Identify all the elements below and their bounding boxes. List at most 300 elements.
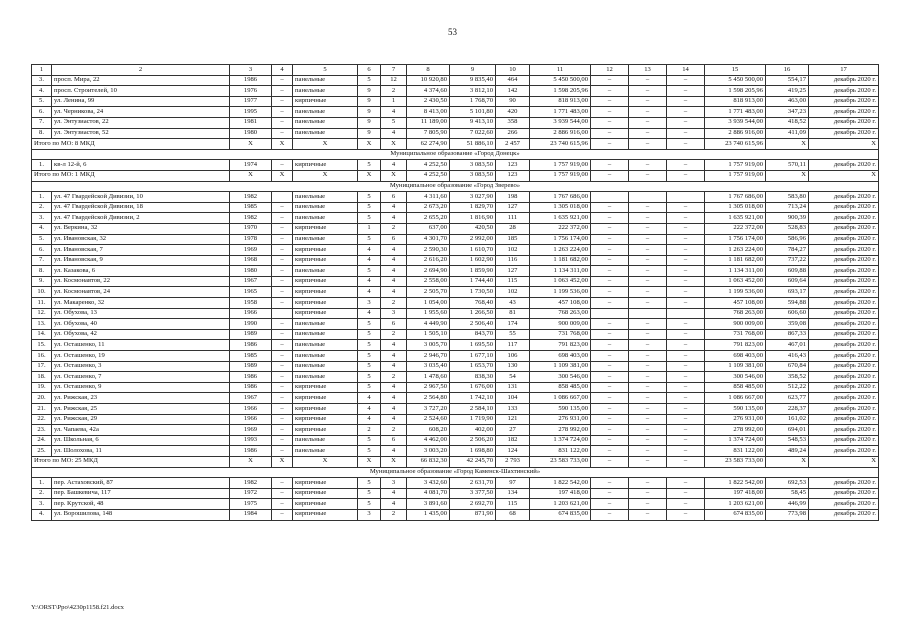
table-cell: – [591,298,629,309]
table-cell: пер. Астаховский, 87 [52,478,230,489]
table-cell: панельные [293,213,358,224]
table-cell: – [629,456,667,467]
table-cell: – [591,139,629,150]
table-cell: 66 832,30 [407,456,450,467]
table-cell [272,192,293,203]
table-cell: кирпичные [293,382,358,393]
table-cell: панельные [293,329,358,340]
table-cell: ул. Обухова, 13 [52,308,230,319]
table-cell: X [230,139,272,150]
table-cell: декабрь 2020 г. [809,425,879,436]
table-cell: декабрь 2020 г. [809,255,879,266]
table-cell: 1976 [230,86,272,97]
table-cell: ул. 47 Гвардейской Дивизии, 18 [52,202,230,213]
table-cell: 402,00 [450,425,496,436]
table-cell: 4 081,70 [407,488,450,499]
table-cell: 4 [381,202,407,213]
table-cell: 3 939 544,00 [530,117,591,128]
table-cell: 1977 [230,96,272,107]
table-cell: – [629,414,667,425]
table-cell: панельные [293,75,358,86]
table-cell: кирпичные [293,509,358,520]
table-row [32,446,879,457]
table-cell: – [272,117,293,128]
table-cell: 594,88 [766,298,809,309]
table-cell: 2 946,70 [407,351,450,362]
table-cell: – [272,86,293,97]
table-cell: 4 [358,404,381,415]
table-cell: 1 199 536,00 [705,287,766,298]
table-cell: – [629,404,667,415]
table-cell: 358 [496,117,530,128]
table-cell: – [272,393,293,404]
table-cell: 2 506,40 [450,319,496,330]
table-cell: 2 430,50 [407,96,450,107]
table-cell: – [272,128,293,139]
table-cell: 2 506,20 [450,435,496,446]
table-cell: 768 263,00 [705,308,766,319]
table-cell: панельные [293,234,358,245]
table-cell: 2 457 [496,139,530,150]
table-cell: 858 485,00 [705,382,766,393]
table-cell: 3 891,60 [407,499,450,510]
table-cell: X [293,170,358,181]
table-cell: 5 [358,160,381,171]
table-cell: – [667,478,705,489]
table-row [32,276,879,287]
table-cell: 1 435,00 [407,509,450,520]
table-cell: просп. Мира, 22 [52,75,230,86]
table-cell: X [381,456,407,467]
table-cell: 25. [32,446,52,457]
table-cell: – [272,414,293,425]
table-row [32,213,879,224]
table-cell: 2 967,50 [407,382,450,393]
table-cell: 1981 [230,117,272,128]
table-cell: 512,22 [766,382,809,393]
table-cell: 5 [358,351,381,362]
table-cell: 97 [496,478,530,489]
table-cell: 1 610,70 [450,245,496,256]
table-cell: 4. [32,509,52,520]
table-cell [591,308,629,319]
table-cell: 1989 [230,329,272,340]
table-cell: 111 [496,213,530,224]
table-cell: 23. [32,425,52,436]
table-row [32,287,879,298]
table-cell: – [629,478,667,489]
table-row [32,298,879,309]
table-cell: 5 [358,382,381,393]
table-cell: 4 301,70 [407,234,450,245]
table-cell: – [629,393,667,404]
table-cell: 54 [496,372,530,383]
table-cell: – [667,213,705,224]
table-cell: 115 [496,499,530,510]
table-cell: 2 616,20 [407,255,450,266]
table-cell: – [272,446,293,457]
table-cell: 4 [381,266,407,277]
table-cell: 4 374,60 [407,86,450,97]
table-cell: 9. [32,276,52,287]
municipality-section-row [32,467,879,478]
table-cell: 104 [496,393,530,404]
table-cell: X [766,456,809,467]
table-cell: 1982 [230,192,272,203]
table-cell: 9 [358,128,381,139]
table-cell: 17. [32,361,52,372]
table-cell: 7. [32,255,52,266]
table-cell: 4 [381,287,407,298]
table-cell: X [381,139,407,150]
table-cell: 4 [381,245,407,256]
table-cell: 4 311,60 [407,192,450,203]
table-cell: 12 [381,75,407,86]
table-cell: 42 245,70 [450,456,496,467]
table-cell: – [629,202,667,213]
table-cell: – [591,372,629,383]
table-row [32,117,879,128]
table-cell: панельные [293,319,358,330]
table-cell: – [629,319,667,330]
table-cell: – [591,361,629,372]
table-cell: кирпичные [293,96,358,107]
column-number-header: 9 [450,65,496,76]
table-cell: 4 [381,351,407,362]
table-cell: ул. Рижская, 25 [52,404,230,415]
table-cell: 2 793 [496,456,530,467]
table-row [32,128,879,139]
section-title: Муниципальное образование «Город Донецк» [32,149,879,160]
table-cell: – [272,499,293,510]
table-cell: – [272,213,293,224]
table-cell: ул. Космонавтов, 22 [52,276,230,287]
table-cell: панельные [293,86,358,97]
table-cell: X [358,170,381,181]
table-cell: – [591,488,629,499]
table-cell: 6 [381,319,407,330]
table-cell: 2 [381,86,407,97]
table-cell: 2 992,00 [450,234,496,245]
table-cell: 692,53 [766,478,809,489]
table-cell: 583,80 [766,192,809,203]
table-cell: – [629,425,667,436]
table-cell: 2 524,60 [407,414,450,425]
table-cell: кирпичные [293,160,358,171]
table-cell: – [272,255,293,266]
table-cell: 134 [496,488,530,499]
table-cell: 554,17 [766,75,809,86]
table-cell: – [272,75,293,86]
table-cell: декабрь 2020 г. [809,509,879,520]
total-row [32,139,879,150]
table-cell: панельные [293,372,358,383]
table-cell: – [629,86,667,97]
table-cell: ул. Осташенко, 11 [52,340,230,351]
table-cell: 1 598 205,96 [530,86,591,97]
table-cell: 24. [32,435,52,446]
table-cell: 21. [32,404,52,415]
table-cell: 174 [496,319,530,330]
table-cell: – [629,117,667,128]
column-number-header: 14 [667,65,705,76]
table-cell: 1 822 542,00 [530,478,591,489]
table-cell: 731 768,00 [530,329,591,340]
table-cell: 1. [32,478,52,489]
table-cell: – [272,329,293,340]
table-cell: 5 [358,192,381,203]
table-cell: – [667,435,705,446]
table-cell: 1 859,90 [450,266,496,277]
table-cell: 51 886,10 [450,139,496,150]
table-cell: 278 992,00 [705,425,766,436]
table-cell: 5 [358,488,381,499]
table-cell: 867,33 [766,329,809,340]
table-cell: – [667,128,705,139]
table-cell: 1 744,40 [450,276,496,287]
table-cell: 670,84 [766,361,809,372]
table-cell: 115 [496,276,530,287]
table-cell: – [667,117,705,128]
table-cell: – [591,276,629,287]
table-row [32,107,879,118]
table-cell: 674 835,00 [705,509,766,520]
table-cell: декабрь 2020 г. [809,351,879,362]
table-cell: – [272,245,293,256]
table-cell: 5 [358,75,381,86]
table-cell: 1965 [230,287,272,298]
table-cell: 1982 [230,478,272,489]
table-cell: 693,17 [766,287,809,298]
table-cell: – [591,96,629,107]
total-label: Итого по МО: 8 МКД [32,139,230,150]
table-cell: 5 [358,372,381,383]
table-cell: 1 653,70 [450,361,496,372]
table-row [32,509,879,520]
table-cell: 28 [496,223,530,234]
table-cell: 1 695,50 [450,340,496,351]
table-cell: 5. [32,96,52,107]
table-cell: 6 [381,192,407,203]
table-cell: X [358,456,381,467]
table-cell: 3 [358,298,381,309]
table-cell: 1 199 536,00 [530,287,591,298]
table-cell: – [629,245,667,256]
table-cell: 6 [381,435,407,446]
table-cell: 1 203 621,00 [705,499,766,510]
table-cell: – [591,86,629,97]
table-cell: ул. Рижская, 23 [52,393,230,404]
table-cell: – [591,245,629,256]
table-cell: 121 [496,414,530,425]
table-cell: 4 [381,382,407,393]
table-cell: 3 812,10 [450,86,496,97]
table-cell: 791 823,00 [530,340,591,351]
table-cell: 590 135,00 [530,404,591,415]
table-cell: панельные [293,361,358,372]
table-cell: 1995 [230,107,272,118]
table-cell: панельные [293,192,358,203]
table-cell: 6 [381,234,407,245]
table-cell: декабрь 2020 г. [809,488,879,499]
table-cell: – [591,446,629,457]
table-cell: – [272,340,293,351]
table-cell: 606,60 [766,308,809,319]
table-cell: 1 181 682,00 [530,255,591,266]
table-cell: 3 432,60 [407,478,450,489]
table-cell: 55 [496,329,530,340]
table-cell: кирпичные [293,414,358,425]
table-cell: 4 [381,393,407,404]
table-cell: 359,08 [766,319,809,330]
table-cell: – [591,509,629,520]
table-cell: декабрь 2020 г. [809,192,879,203]
table-cell: декабрь 2020 г. [809,308,879,319]
column-number-header: 1 [32,65,52,76]
table-cell: 5 [358,499,381,510]
table-cell: ул. Обухова, 40 [52,319,230,330]
table-cell: – [667,245,705,256]
table-cell: 1 767 686,00 [530,192,591,203]
table-cell: 1 374 724,00 [705,435,766,446]
table-cell: 4 [358,276,381,287]
table-cell: 1. [32,160,52,171]
table-cell: декабрь 2020 г. [809,276,879,287]
table-cell: 420 [496,107,530,118]
table-cell: декабрь 2020 г. [809,329,879,340]
table-cell: 4 [381,361,407,372]
table-cell: – [629,96,667,107]
table-cell: 528,83 [766,223,809,234]
table-cell: 1966 [230,404,272,415]
table-cell: 694,01 [766,425,809,436]
table-cell: 278 992,00 [530,425,591,436]
table-cell: 1 677,10 [450,351,496,362]
table-cell: – [272,298,293,309]
table-cell: 2 886 916,00 [705,128,766,139]
register-table [31,64,879,521]
table-cell: – [591,160,629,171]
table-cell: 1 771 483,00 [530,107,591,118]
table-cell: 457 108,00 [530,298,591,309]
table-cell: X [230,170,272,181]
table-cell: 2. [32,202,52,213]
table-row [32,372,879,383]
table-cell: 2 673,20 [407,202,450,213]
table-cell: 18. [32,372,52,383]
table-cell: 2 564,80 [407,393,450,404]
table-cell: 4 462,00 [407,435,450,446]
table-cell: декабрь 2020 г. [809,223,879,234]
table-cell: – [667,202,705,213]
table-cell: – [272,266,293,277]
column-number-header: 5 [293,65,358,76]
table-cell: 1985 [230,202,272,213]
table-cell: – [591,329,629,340]
table-cell: 4 [358,287,381,298]
table-cell: – [629,340,667,351]
table-cell: 2 [381,425,407,436]
table-cell [629,192,667,203]
municipality-section-row [32,149,879,160]
table-row [32,75,879,86]
table-cell: 1 086 667,00 [705,393,766,404]
table-cell: 1993 [230,435,272,446]
table-cell: – [667,139,705,150]
table-cell: декабрь 2020 г. [809,266,879,277]
table-cell: 416,43 [766,351,809,362]
table-cell: ул. Ворошилова, 148 [52,509,230,520]
table-cell: – [591,319,629,330]
table-cell: – [629,361,667,372]
table-cell: 609,64 [766,276,809,287]
table-cell: 1980 [230,128,272,139]
table-cell: 637,00 [407,223,450,234]
table-cell: 713,24 [766,202,809,213]
table-row [32,329,879,340]
table-cell: – [629,160,667,171]
table-cell: – [667,86,705,97]
table-cell: – [591,202,629,213]
column-number-header: 8 [407,65,450,76]
table-cell: 197 418,00 [530,488,591,499]
table-cell: 1972 [230,488,272,499]
table-cell: 10 920,80 [407,75,450,86]
table-cell: 1 [381,96,407,107]
table-cell: ул. Осташенко, 3 [52,361,230,372]
total-row [32,170,879,181]
table-cell: 1969 [230,425,272,436]
table-cell: 5 [358,329,381,340]
table-cell: 4 [381,404,407,415]
table-cell: 2 [381,509,407,520]
table-cell: – [629,139,667,150]
table-cell: кв-л 12-й, 6 [52,160,230,171]
table-cell: 1986 [230,340,272,351]
table-cell: 6. [32,245,52,256]
table-cell: декабрь 2020 г. [809,499,879,510]
table-cell: 1 698,80 [450,446,496,457]
table-cell: 43 [496,298,530,309]
table-cell: 1 602,90 [450,255,496,266]
table-cell: 58,45 [766,488,809,499]
table-cell: 3. [32,213,52,224]
table-cell: 9 [358,107,381,118]
table-cell: пер. Крутской, 48 [52,499,230,510]
table-cell: 23 740 615,96 [705,139,766,150]
table-cell: 4. [32,223,52,234]
table-cell: 124 [496,446,530,457]
table-cell: 16. [32,351,52,362]
table-cell: панельные [293,107,358,118]
table-cell: 1984 [230,509,272,520]
table-cell: 90 [496,96,530,107]
table-cell: 858 485,00 [530,382,591,393]
table-cell: кирпичные [293,223,358,234]
table-cell: 4 [381,488,407,499]
table-cell: 3 083,50 [450,170,496,181]
table-cell: 1 757 919,00 [530,160,591,171]
table-cell: 15. [32,340,52,351]
table-cell: 3 727,20 [407,404,450,415]
table-cell: 9 413,10 [450,117,496,128]
table-cell: декабрь 2020 г. [809,414,879,425]
table-cell: – [667,160,705,171]
table-cell: 5 101,80 [450,107,496,118]
table-cell: X [358,139,381,150]
table-cell: декабрь 2020 г. [809,117,879,128]
table-row [32,478,879,489]
